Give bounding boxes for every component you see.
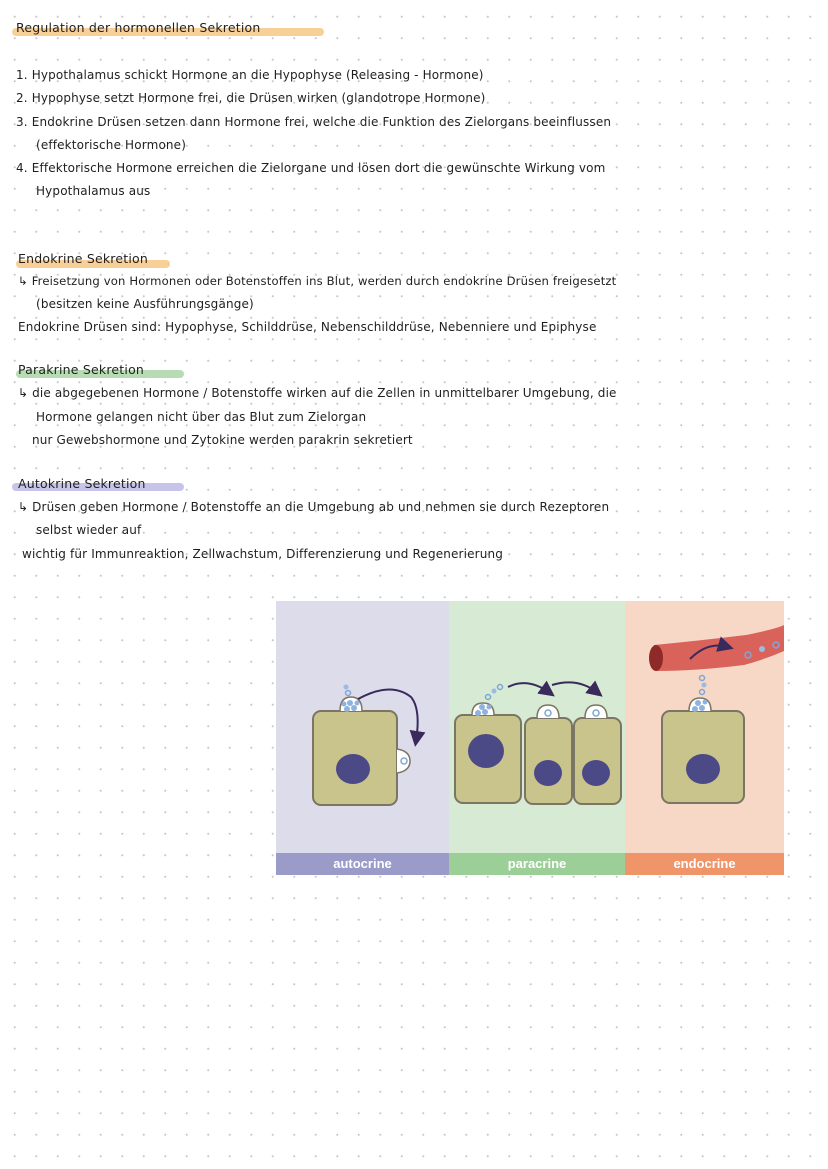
paracrine-target-cell (574, 705, 621, 804)
regulation-item-cont: Hypothalamus aus (36, 184, 151, 198)
parakrin-title: Parakrine Sekretion (18, 362, 145, 377)
autokrin-line-cont: selbst wieder auf (36, 523, 142, 537)
regulation-item: 4. Effektorische Hormone erreichen die Zielorgane und lösen dort die gewünschte Wirkung vom (16, 161, 606, 175)
regulation-item: 2. Hypophyse setzt Hormone frei, die Drüsen wirken (glandotrope Hormone) (16, 91, 486, 105)
autocrine-label: autocrine (276, 853, 449, 875)
autokrin-line: wichtig für Immunreaktion, Zellwachstum, Differenzierung und Regenerierung (22, 547, 504, 561)
endokrin-line-cont: (besitzen keine Ausführungsgänge) (36, 297, 254, 311)
endokrin-line: Endokrine Drüsen sind: Hypophyse, Schilddrüse, Nebenschilddrüse, Nebenniere und Epiphyse (18, 320, 597, 334)
paracrine-label: paracrine (449, 853, 625, 875)
regulation-title: Regulation der hormonellen Sekretion (16, 20, 261, 35)
endocrine-label: endocrine (625, 853, 784, 875)
autokrin-title: Autokrine Sekretion (18, 476, 146, 491)
paracrine-target-cell (525, 705, 572, 804)
endokrin-line: ↳ Freisetzung von Hormonen oder Botenstoffen ins Blut, werden durch endokrine Drüsen freigesetzt (18, 274, 617, 288)
endokrin-title: Endokrine Sekretion (18, 251, 149, 266)
secretion-figure (276, 601, 784, 876)
regulation-item: 1. Hypothalamus schickt Hormone an die Hypophyse (Releasing - Hormone) (16, 68, 484, 82)
parakrin-line: nur Gewebshormone und Zytokine werden parakrin sekretiert (32, 433, 413, 447)
secretion-diagram (276, 601, 784, 853)
autokrin-line: ↳ Drüsen geben Hormone / Botenstoffe an die Umgebung ab und nehmen sie durch Rezeptoren (18, 500, 610, 514)
parakrin-line-cont: Hormone gelangen nicht über das Blut zum Zielorgan (36, 410, 367, 424)
regulation-item: 3. Endokrine Drüsen setzen dann Hormone frei, welche die Funktion des Zielorgans beeinflussen (16, 115, 612, 129)
parakrin-line: ↳ die abgegebenen Hormone / Botenstoffe wirken auf die Zellen in unmittelbarer Umgebung, die (18, 386, 617, 400)
regulation-item-cont: (effektorische Hormone) (36, 138, 187, 152)
